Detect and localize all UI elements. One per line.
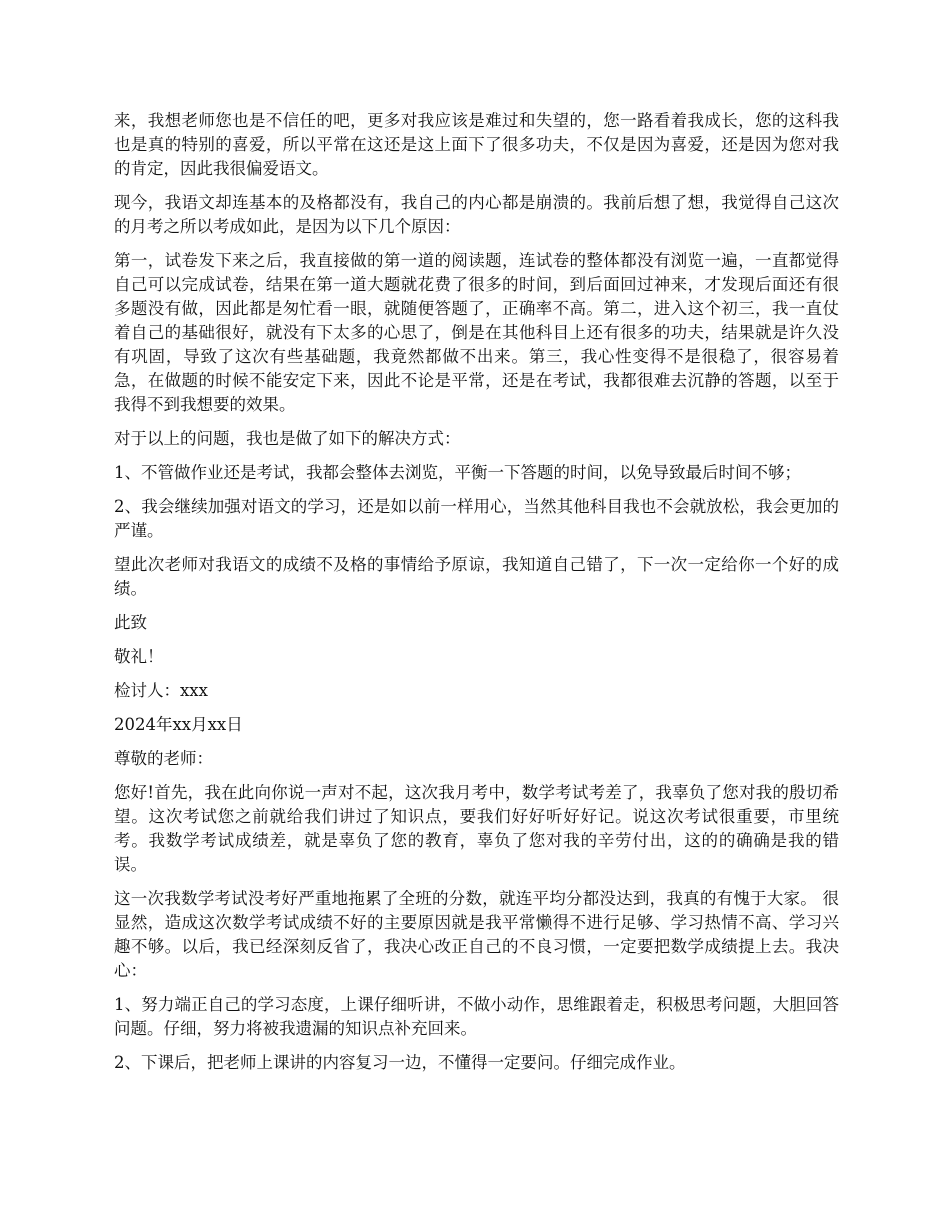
paragraph-solution-2: 2、我会继续加强对语文的学习，还是如以前一样用心，当然其他科目我也不会就放松，我会更加的严谨。 [114, 497, 839, 540]
paragraph-reasons: 第一，试卷发下来之后，我直接做的第一道的阅读题，连试卷的整体都没有浏览一遍，一直都觉得自己可以完成试卷，结果在第一道大题就花费了很多的时间，到后面回过神来，才发现后面还有很多题没有做，因此都是匆忙看一眼，就随便答题了，正确率不高。第二，进入这个初三，我一直仗着自己的基础很好，就没有下太多的心思了，倒是在其他科目上还有很多的功夫，结果就是许久没有巩固，导致了这次有些基础题，我竟然都做不出来。第三，我心性变得不是很稳了，很容易着急，在做题的时候不能安定下来，因此不论是平常，还是在考试，我都很难去沉静的答题，以至于我得不到我想要的效果。 [114, 251, 839, 414]
paragraph-solutions-intro: 对于以上的问题，我也是做了如下的解决方式： [114, 429, 461, 448]
paragraph-intro-continuation: 来，我想老师您也是不信任的吧，更多对我应该是难过和失望的，您一路看着我成长，您的这科我也是真的特别的喜爱，所以平常在这还是这上面下了很多功夫，不仅是因为喜爱，还是因为您对我的肯定，因此我很偏爱语文。 [114, 111, 839, 178]
paragraph-current-situation: 现今，我语文却连基本的及格都没有，我自己的内心都是崩溃的。我前后想了想，我觉得自己这次的月考之所以考成如此，是因为以下几个原因： [114, 193, 839, 236]
paragraph-apology-closing: 望此次老师对我语文的成绩不及格的事情给予原谅，我知道自己错了，下一次一定给你一个好的成绩。 [114, 555, 839, 598]
second-letter-greeting: 尊敬的老师： [114, 749, 213, 768]
paragraph-math-reflection: 这一次我数学考试没考好严重地拖累了全班的分数，就连平均分都没达到，我真的有愧于大家。 很显然，造成这次数学考试成绩不好的主要原因就是我平常懒得不进行足够、学习热情不高、学习兴趣不够。以后，我已经深刻反省了，我决心改正自己的不良习惯，一定要把数学成绩提上去。我决心： [114, 889, 839, 980]
paragraph-math-apology: 您好!首先，我在此向你说一声对不起，这次我月考中，数学考试考差了，我辜负了您对我的殷切希望。这次考试您之前就给我们讲过了知识点，要我们好好听好好记。说这次考试很重要，市里统考。我数学考试成绩差，就是辜负了您的教育，辜负了您对我的辛劳付出，这的的确确是我的错误。 [114, 783, 839, 874]
paragraph-resolution-2: 2、下课后，把老师上课讲的内容复习一边，不懂得一定要问。仔细完成作业。 [114, 1053, 686, 1072]
closing-salutation: 此致 [114, 613, 147, 632]
document-body [114, 109, 839, 1085]
closing-respect: 敬礼！ [114, 647, 164, 666]
paragraph-solution-1: 1、不管做作业还是考试，我都会整体去浏览，平衡一下答题的时间，以免导致最后时间不够； [114, 463, 801, 482]
signature-date: 2024年xx月xx日 [114, 715, 243, 734]
paragraph-resolution-1: 1、努力端正自己的学习态度，上课仔细听讲，不做小动作，思维跟着走，积极思考问题，大胆回答问题。仔细，努力将被我遗漏的知识点补充回来。 [114, 995, 839, 1038]
signature-author: 检讨人：xxx [114, 681, 208, 700]
